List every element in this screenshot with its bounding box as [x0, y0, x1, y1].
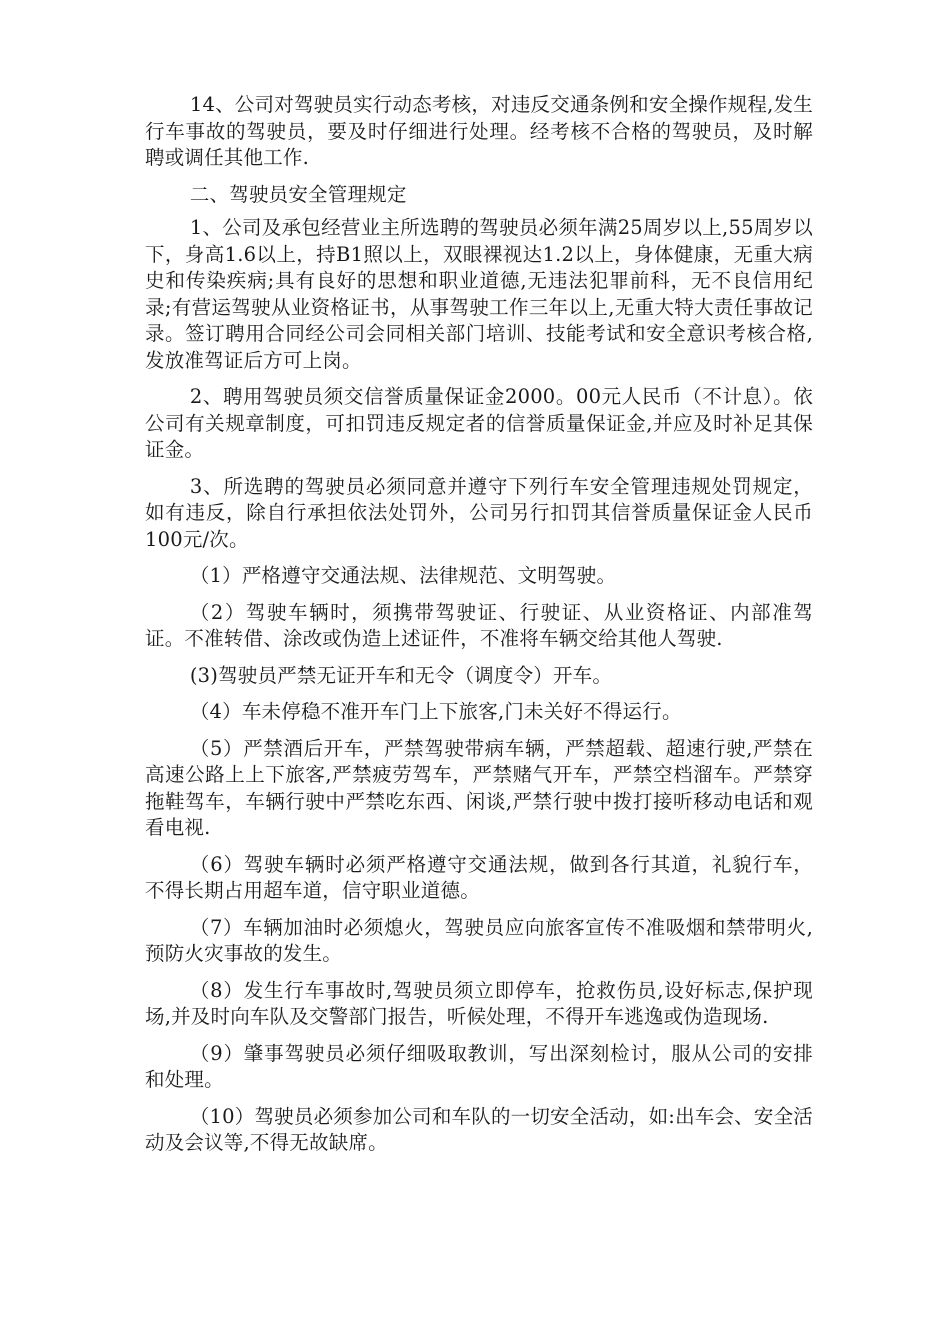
rule-item-8: （8）发生行车事故时,驾驶员须立即停车，抢救伤员,设好标志,保护现场,并及时向车队及交警部门报告，听候处理，不得开车逃逸或伪造现场.: [145, 978, 813, 1028]
paragraph-14-dynamic-assessment: 14、公司对驾驶员实行动态考核，对违反交通条例和安全操作规程,发生行车事故的驾驶员，要及时仔细进行处理。经考核不合格的驾驶员，及时解聘或调任其他工作.: [145, 93, 813, 169]
rule-item-6: （6）驾驶车辆时必须严格遵守交通法规，做到各行其道，礼貌行车，不得长期占用超车道，信守职业道德。: [145, 852, 813, 902]
rule-item-9: （9）肇事驾驶员必须仔细吸取教训，写出深刻检讨，服从公司的安排和处理。: [145, 1041, 813, 1091]
rule-item-5: （5）严禁酒后开车，严禁驾驶带病车辆，严禁超载、超速行驶,严禁在高速公路上上下旅客,严禁疲劳驾车，严禁赌气开车，严禁空档溜车。严禁穿拖鞋驾车，车辆行驶中严禁吃东西、闲谈,严禁行驶中拨打接听移动电话和观看电视.: [145, 736, 813, 839]
rule-item-2: （2）驾驶车辆时，须携带驾驶证、行驶证、从业资格证、内部准驾证。不准转借、涂改或伪造上述证件，不准将车辆交给其他人驾驶.: [145, 600, 813, 650]
rule-item-10: （10）驾驶员必须参加公司和车队的一切安全活动，如:出车会、安全活动及会议等,不得无故缺席。: [145, 1104, 813, 1154]
paragraph-1-driver-requirements: 1、公司及承包经营业主所选聘的驾驶员必须年满25周岁以上,55周岁以下，身高1.6以上，持B1照以上，双眼裸视达1.2以上，身体健康，无重大病史和传染疾病;具有良好的思想和职业道德,无违法犯罪前科，无不良信用纪录;有营运驾驶从业资格证书，从事驾驶工作三年以上,无重大特大责任事故记录。签订聘用合同经公司会同相关部门培训、技能考试和安全意识考核合格,发放准驾证后方可上岗。: [145, 216, 813, 372]
paragraph-3-penalty-rules: 3、所选聘的驾驶员必须同意并遵守下列行车安全管理违规处罚规定，如有违反，除自行承担依法处罚外，公司另行扣罚其信誉质量保证金人民币100元/次。: [145, 474, 813, 551]
rule-item-4: （4）车未停稳不准开车门上下旅客,门未关好不得运行。: [189, 700, 682, 723]
rule-item-1: （1）严格遵守交通法规、法律规范、文明驾驶。: [189, 564, 617, 587]
rule-item-7: （7）车辆加油时必须熄火，驾驶员应向旅客宣传不准吸烟和禁带明火,预防火灾事故的发生。: [145, 915, 813, 965]
rule-item-3: (3)驾驶员严禁无证开车和无令（调度令）开车。: [189, 663, 613, 687]
document-body: [145, 92, 813, 1167]
paragraph-2-deposit: 2、聘用驾驶员须交信誉质量保证金2000。00元人民币（不计息）。依公司有关规章制度，可扣罚违反规定者的信誉质量保证金,并应及时补足其保证金。: [145, 385, 813, 461]
section-heading-safety-rules: 二、驾驶员安全管理规定: [189, 182, 407, 206]
